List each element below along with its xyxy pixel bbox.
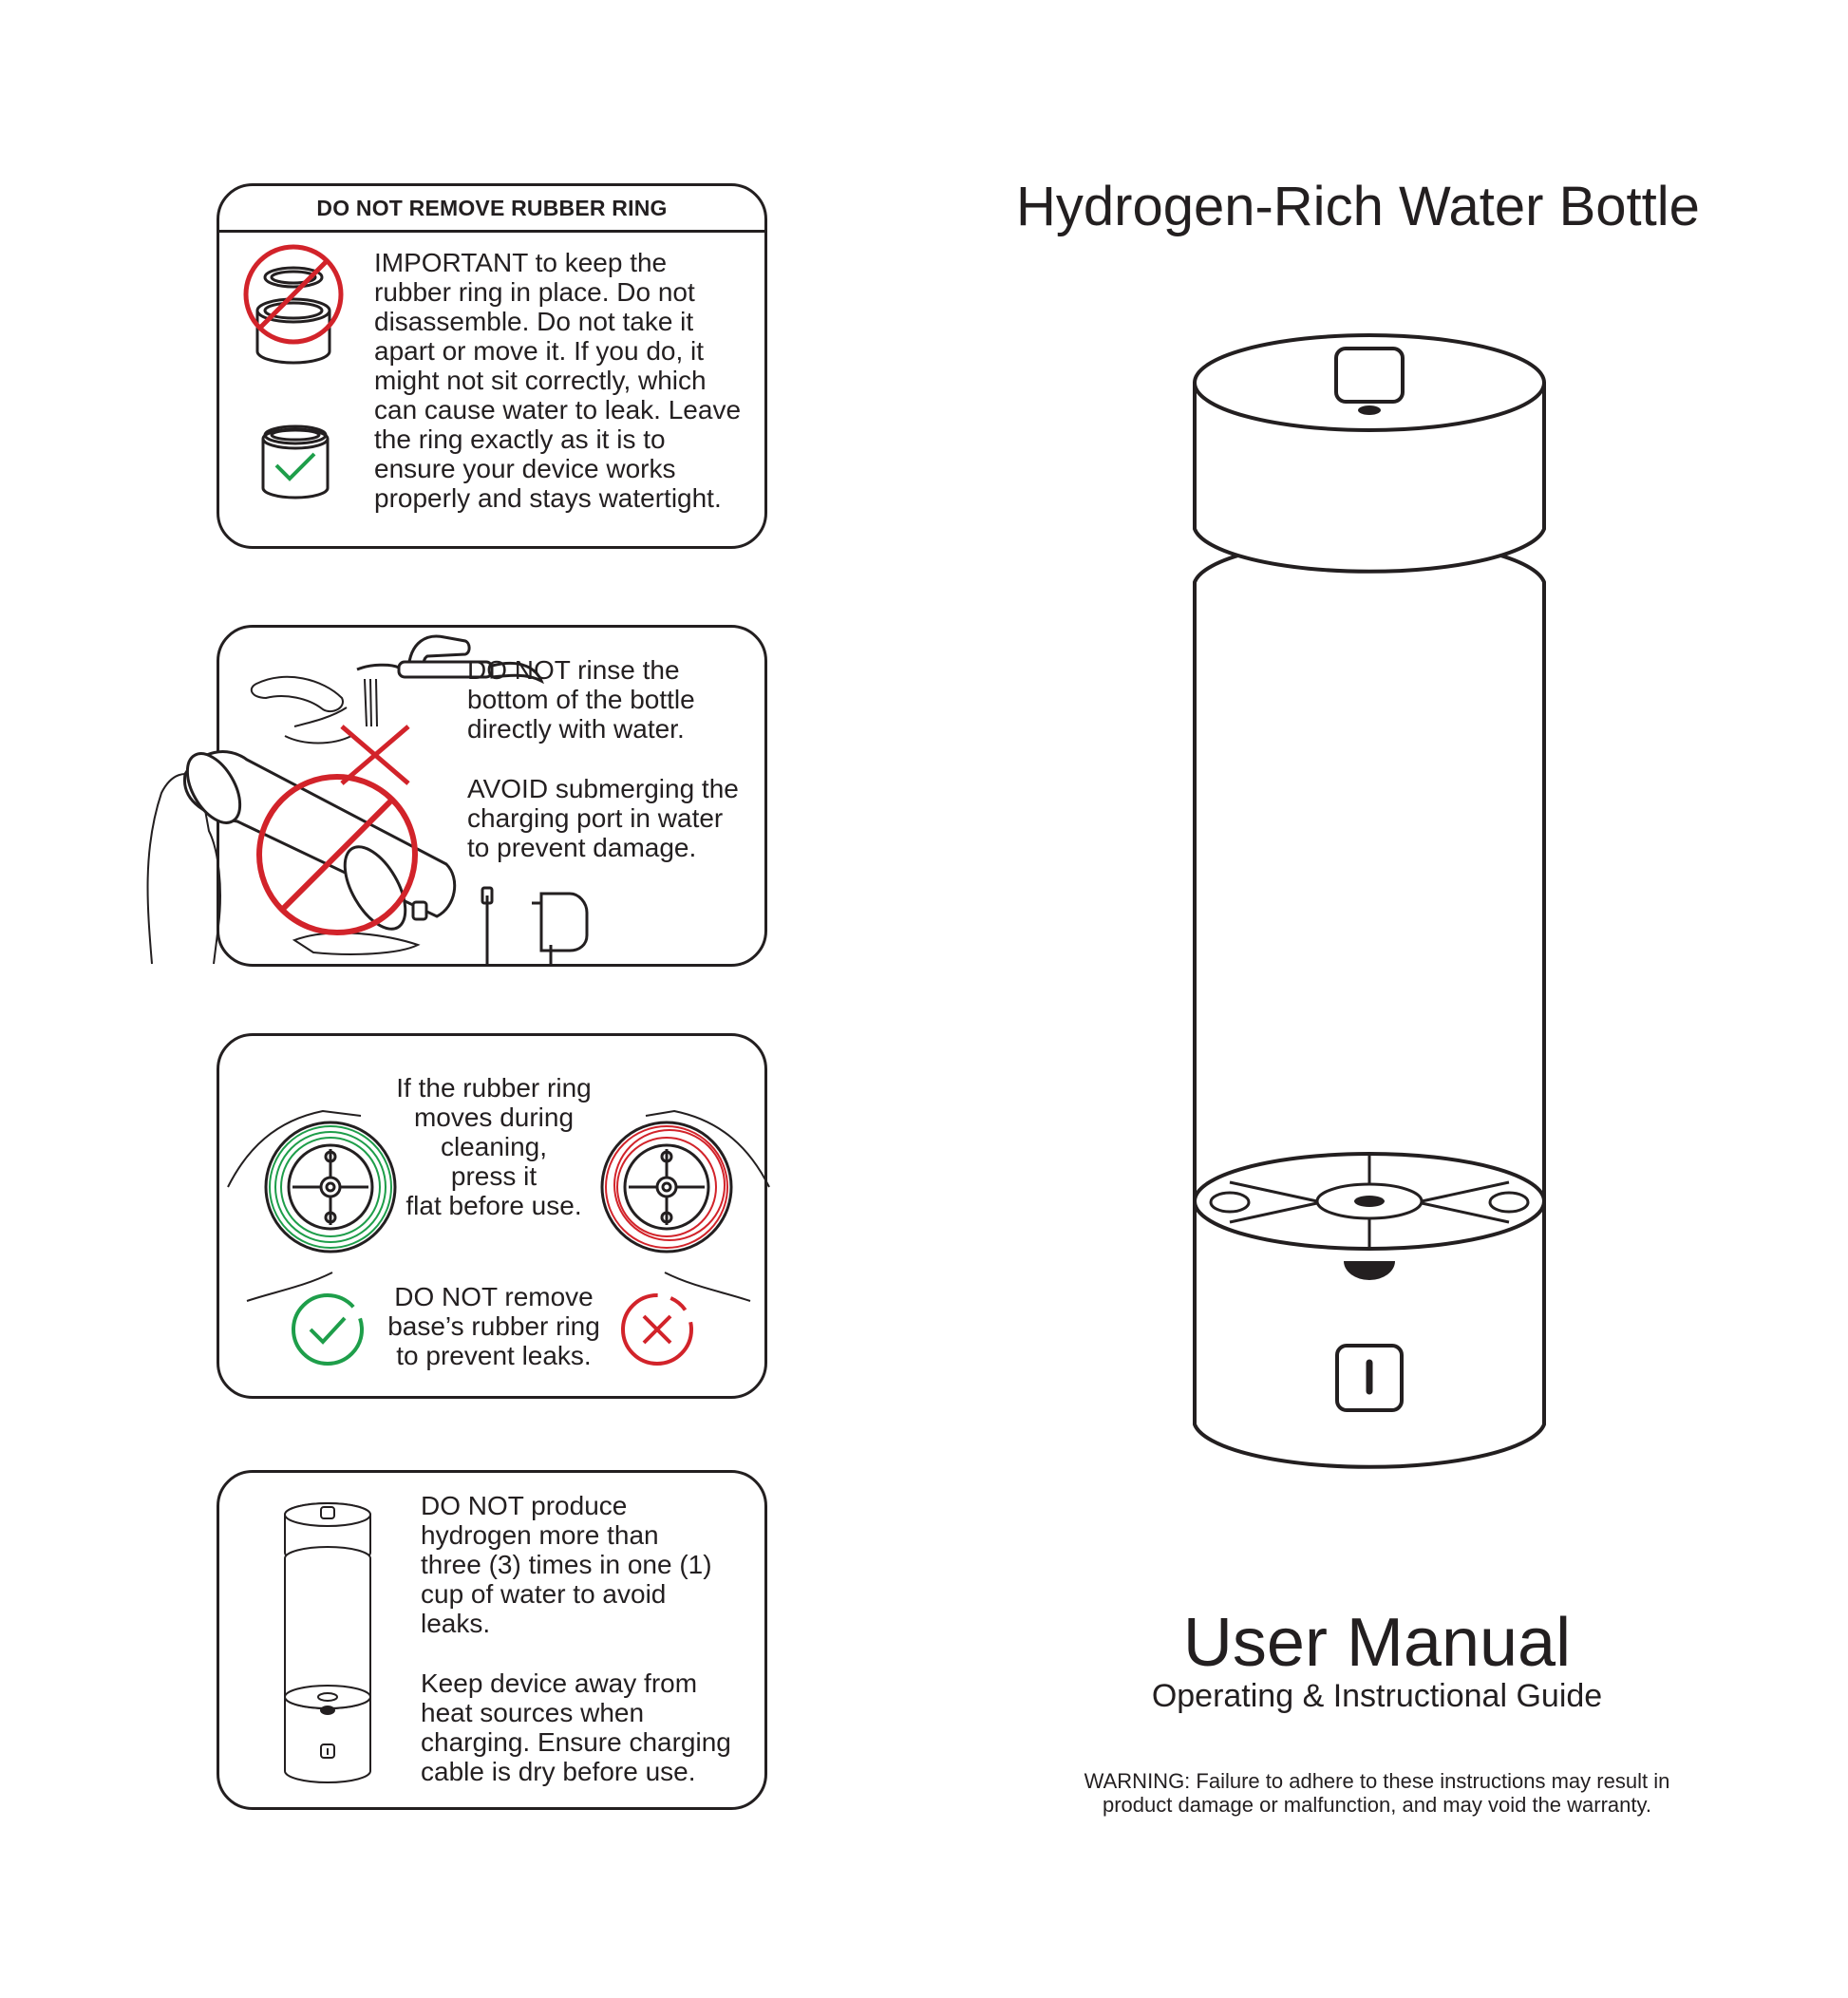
panel-header: DO NOT REMOVE RUBBER RING: [219, 186, 764, 233]
cross-icon: [619, 1291, 695, 1367]
manual-heading: User Manual: [1182, 1605, 1572, 1681]
ring-keep-text: DO NOT remove base’s rubber ring to prevent leaks.: [387, 1282, 600, 1370]
rinse-warning-text: DO NOT rinse the bottom of the bottle directly with water.: [467, 655, 695, 744]
panel-body-text: IMPORTANT to keep the rubber ring in place. Do not disassemble. Do not take it apart or move it. If you do, it might not sit correctly, which can cause water to leak. Leave the ring exactly as it is to ensure your device works properly and stays watertight.: [374, 248, 742, 513]
ring-ok-illustration: [259, 424, 345, 509]
prohibited-icon: [246, 247, 341, 342]
prohibited-ring-illustration: [244, 249, 349, 368]
warranty-warning: WARNING: Failure to adhere to these instructions may result in product damage or malfunction, and may void the warranty.: [1084, 1769, 1670, 1817]
checkmark-icon: [276, 454, 314, 479]
submerge-warning-text: AVOID submerging the charging port in water to prevent damage.: [467, 774, 739, 862]
panel-rubber-ring: [217, 183, 767, 549]
bottle-icon: [280, 1496, 375, 1781]
hydrogen-limit-text: DO NOT produce hydrogen more than three (3) times in one (1) cup of water to avoid leaks.: [421, 1491, 712, 1638]
bottle-illustration: [1192, 309, 1553, 1515]
ring-cleaning-text: If the rubber ring moves during cleaning, press it flat before use.: [396, 1073, 592, 1220]
hand-ring-bad-illustration: [579, 1073, 779, 1310]
charger-icon: [482, 888, 587, 964]
product-title: Hydrogen-Rich Water Bottle: [1016, 176, 1700, 237]
manual-subheading: Operating & Instructional Guide: [1151, 1678, 1603, 1714]
checkmark-icon: [290, 1291, 366, 1367]
heat-warning-text: Keep device away from heat sources when charging. Ensure charging cable is dry before use.: [421, 1668, 731, 1786]
